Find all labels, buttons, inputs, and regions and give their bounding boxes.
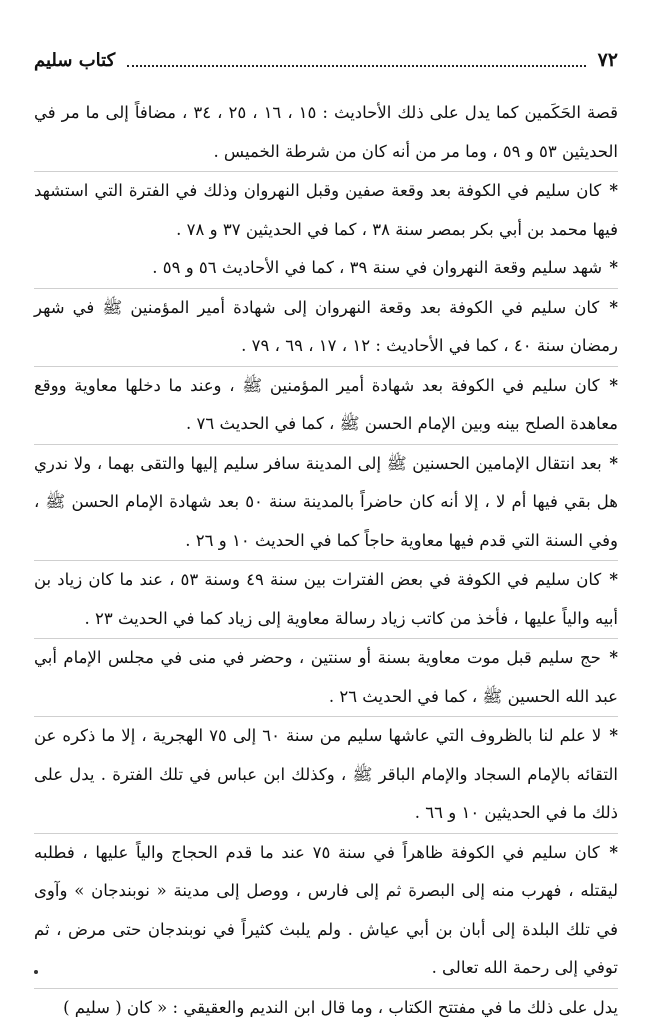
list-item <box>34 172 618 249</box>
header-dotted-leader <box>127 53 585 67</box>
paragraph-text: بعد انتقال الإمامين الحسنين ﷺ إلى المدينة سافر سليم إليها والتقى بهما ، ولا ندري هل بقي فيها أم لا ، إلا أنه كان حاضراً بالمدينة سنة ٥٠ بعد شهادة الإمام الحسن ﷺ ، وفي السنة التي قدم فيها معاوية حاجاً كما في الحديث ١٠ و ٢٦ . <box>34 454 618 550</box>
list-item <box>34 834 618 988</box>
bullet-star-icon: * <box>609 726 618 745</box>
list-item <box>34 717 618 833</box>
list-item <box>34 367 618 444</box>
paragraph-text: لا علم لنا بالظروف التي عاشها سليم من سنة ٦٠ إلى ٧٥ الهجرية ، إلا ما ذكره عن التقائه بالإمام السجاد والإمام الباقر ﷺ ، وكذلك ابن عباس في تلك الفترة . يدل على ذلك ما في الحديثين ١٠ و ٦٦ . <box>34 726 618 822</box>
list-item <box>34 249 618 288</box>
running-title: كتاب سليم <box>34 50 115 71</box>
list-item <box>34 561 618 638</box>
paragraph-intro <box>34 94 618 171</box>
bullet-star-icon: * <box>609 843 618 862</box>
list-item <box>34 639 618 716</box>
paragraph-text: كان سليم في الكوفة بعد وقعة صفين وقبل النهروان وذلك في الفترة التي استشهد فيها محمد بن أبي بكر بمصر سنة ٣٨ ، كما في الحديثين ٣٧ و ٧٨ . <box>34 181 618 239</box>
page-speck <box>34 970 38 974</box>
paragraph-text: كان سليم في الكوفة بعد شهادة أمير المؤمنين ﷺ ، وعند ما دخلها معاوية ووقع معاهدة الصلح بينه وبين الإمام الحسن ﷺ ، كما في الحديث ٧٦ . <box>34 376 618 434</box>
paragraph-text: قصة الحَكَمين كما يدل على ذلك الأحاديث : ١٥ ، ١٦ ، ٢٥ ، ٣٤ ، مضافاً إلى ما مر في الحديثين ٥٣ و ٥٩ ، وما مر من أنه كان من شرطة الخميس . <box>34 103 618 161</box>
closing-line <box>34 989 618 1027</box>
bullet-star-icon: * <box>609 298 618 317</box>
list-item <box>34 445 618 561</box>
page-body <box>34 94 618 1027</box>
paragraph-text: شهد سليم وقعة النهروان في سنة ٣٩ ، كما في الأحاديث ٥٦ و ٥٩ . <box>152 258 602 277</box>
page-header <box>34 40 618 80</box>
page-number: ٧٢ <box>598 49 618 71</box>
bullet-star-icon: * <box>609 454 618 473</box>
paragraph-text: حج سليم قبل موت معاوية بسنة أو سنتين ، وحضر في منى في مجلس الإمام أبي عبد الله الحسين ﷺ ، كما في الحديث ٢٦ . <box>34 648 618 706</box>
list-item <box>34 289 618 366</box>
bullet-star-icon: * <box>609 570 618 589</box>
paragraph-text: يدل على ذلك ما في مفتتح الكتاب ، وما قال ابن النديم والعقيقي : « كان ( سليم ) <box>63 998 618 1017</box>
paragraph-text: كان سليم في الكوفة بعد وقعة النهروان إلى شهادة أمير المؤمنين ﷺ في شهر رمضان سنة ٤٠ ، كما في الأحاديث : ١٢ ، ١٧ ، ٦٩ ، ٧٩ . <box>34 298 618 356</box>
paragraph-text: كان سليم في الكوفة ظاهراً في سنة ٧٥ عند ما قدم الحجاج والياً عليها ، فطلبه ليقتله ، فهرب منه إلى البصرة ثم إلى فارس ، ووصل إلى مدينة « نوبندجان » وآوى في تلك البلدة إلى أبان بن أبي عياش . ولم يلبث كثيراً في نوبندجان حتى مرض ، ثم توفي إلى رحمة الله تعالى . <box>34 843 618 978</box>
paragraph-text: كان سليم في الكوفة في بعض الفترات بين سنة ٤٩ وسنة ٥٣ ، عند ما كان زياد بن أبيه والياً عليها ، فأخذ من كاتب زياد رسالة معاوية إلى زياد كما في الحديث ٢٣ . <box>34 570 618 628</box>
bullet-star-icon: * <box>609 258 618 277</box>
bullet-star-icon: * <box>609 376 618 395</box>
bullet-star-icon: * <box>609 181 618 200</box>
bullet-star-icon: * <box>609 648 618 667</box>
